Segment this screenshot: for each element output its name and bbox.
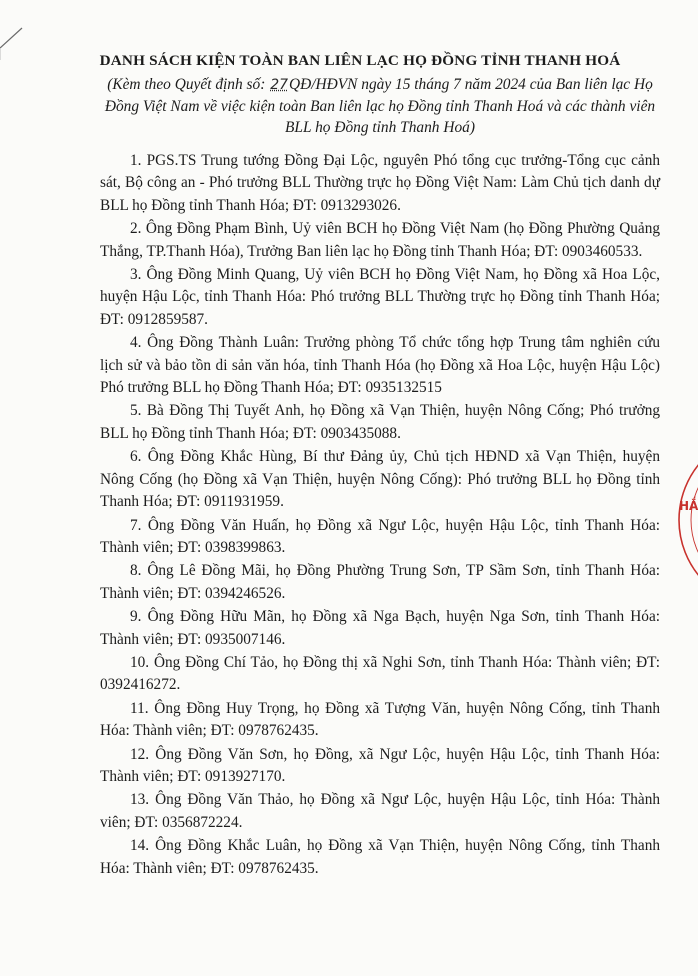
member-number: 9. [130, 608, 142, 626]
member-item-8 [100, 560, 660, 605]
member-item-14 [100, 835, 660, 880]
member-item-4 [100, 332, 660, 399]
decision-number: 27 [270, 77, 289, 93]
member-item-2 [100, 218, 660, 263]
member-number: 8. [130, 562, 142, 580]
member-item-13 [100, 789, 660, 834]
member-text: Ông Đồng Khắc Hùng, Bí thư Đảng ủy, Chủ tịch HĐND xã Vạn Thiện, huyện Nông Cống (họ Đồng xã Vạn Thiện, huyện Nông Cống): Phó trưởng BLL họ Đồng tỉnh Thanh Hóa; ĐT: 0911931959. [100, 448, 660, 511]
page-corner-fold [0, 0, 40, 60]
member-list [100, 150, 660, 881]
member-number: 3. [130, 266, 142, 284]
member-text: Ông Đồng Khắc Luân, họ Đồng xã Vạn Thiện, huyện Nông Cống, tỉnh Thanh Hóa: Thành viên; ĐT: 0978762435. [100, 837, 660, 877]
member-item-5 [100, 400, 660, 445]
member-text: Ông Đồng Văn Sơn, họ Đồng, xã Ngư Lộc, huyện Hậu Lộc, tỉnh Thanh Hóa: Thành viên; ĐT: 0913927170. [100, 745, 660, 785]
member-item-9 [100, 606, 660, 651]
member-text: Ông Đồng Văn Huấn, họ Đồng xã Ngư Lộc, huyện Hậu Lộc, tỉnh Thanh Hóa: Thành viên; ĐT: 0398399863. [100, 516, 660, 556]
member-text: Bà Đồng Thị Tuyết Anh, họ Đồng xã Vạn Thiện, huyện Nông Cống; Phó trưởng BLL họ Đồng tỉnh Thanh Hóa; ĐT: 0903435088. [100, 402, 660, 442]
member-text: Ông Đồng Hữu Mãn, họ Đồng xã Nga Bạch, huyện Nga Sơn, tỉnh Thanh Hóa: Thành viên; ĐT: 0935007146. [100, 608, 660, 648]
member-text: Ông Đồng Văn Thảo, họ Đồng xã Ngư Lộc, huyện Hậu Lộc, tỉnh Hóa: Thành viên; ĐT: 0356872224. [100, 791, 660, 831]
member-number: 6. [130, 448, 142, 466]
member-number: 11. [130, 699, 149, 717]
member-number: 2. [130, 220, 142, 238]
member-number: 10. [130, 653, 150, 671]
member-text: Ông Đồng Huy Trọng, họ Đồng xã Tượng Văn, huyện Nông Cống, tỉnh Thanh Hóa: Thành viên; ĐT: 0978762435. [100, 699, 660, 740]
member-item-3 [100, 264, 660, 331]
member-item-1 [100, 150, 660, 217]
member-text: Ông Đồng Thành Luân: Trưởng phòng Tổ chức tổng hợp Trung tâm nghiên cứu lịch sử và bảo tồn di sản văn hóa, tỉnh Thanh Hóa (họ Đồng xã Hoa Lộc, huyện Hậu Lộc) Phó trưởng BLL họ Đồng Thanh Hóa; ĐT: 0935132515 [100, 334, 661, 397]
document-title: DANH SÁCH KIỆN TOÀN BAN LIÊN LẠC HỌ ĐỒNG TỈNH THANH HOÁ [99, 52, 621, 69]
member-text: Ông Lê Đồng Mãi, họ Đồng Phường Trung Sơn, TP Sầm Sơn, tỉnh Thanh Hóa: Thành viên; ĐT: 0394246526. [100, 562, 661, 602]
member-number: 1. [130, 152, 142, 169]
member-item-6 [100, 446, 660, 513]
member-item-10 [100, 652, 660, 697]
member-number: 13. [130, 791, 150, 809]
member-number: 5. [130, 402, 142, 420]
subtitle-rest: QĐ/HĐVN ngày 15 tháng 7 năm 2024 của Ban liên lạc Họ Đồng Việt Nam về việc kiện toàn Ban liên lạc họ Đồng tỉnh Thanh Hoá và các thành viên BLL họ Đồng tỉnh Thanh Hoá) [104, 76, 656, 136]
member-text: PGS.TS Trung tướng Đồng Đại Lộc, nguyên Phó tổng cục trưởng-Tổng cục cảnh sát, Bộ công an - Phó trưởng BLL Thường trực họ Đồng Việt Nam: Làm Chủ tịch danh dự BLL họ Đồng tỉnh Thanh Hóa; ĐT: 0913293026. [100, 152, 660, 214]
subtitle-prefix: (Kèm theo Quyết định số: [107, 76, 270, 93]
member-item-11 [100, 698, 660, 743]
red-seal-stamp [672, 420, 698, 620]
member-text: Ông Đồng Phạm Bình, Uỷ viên BCH họ Đồng Việt Nam (họ Đồng Phường Quảng Thắng, TP.Thanh Hóa), Trưởng Ban liên lạc họ Đồng tỉnh Thanh Hóa; ĐT: 0903460533. [100, 220, 660, 260]
member-number: 14. [130, 837, 150, 855]
member-number: 4. [130, 334, 142, 352]
member-item-12 [100, 744, 660, 789]
member-item-7 [100, 515, 660, 560]
member-text: Ông Đồng Minh Quang, Uỷ viên BCH họ Đồng Việt Nam, họ Đồng xã Hoa Lộc, huyện Hậu Lộc, tỉnh Thanh Hóa: Phó trưởng BLL Thường trực họ Đồng tỉnh Thanh Hóa; ĐT: 0912859587. [100, 266, 660, 328]
member-number: 7. [130, 516, 142, 534]
member-number: 12. [130, 745, 150, 763]
stamp-text: HẮ [679, 499, 698, 513]
document-subtitle [100, 74, 660, 138]
member-text: Ông Đồng Chí Tảo, họ Đồng thị xã Nghi Sơn, tỉnh Thanh Hóa: Thành viên; ĐT: 0392416272. [100, 653, 660, 694]
